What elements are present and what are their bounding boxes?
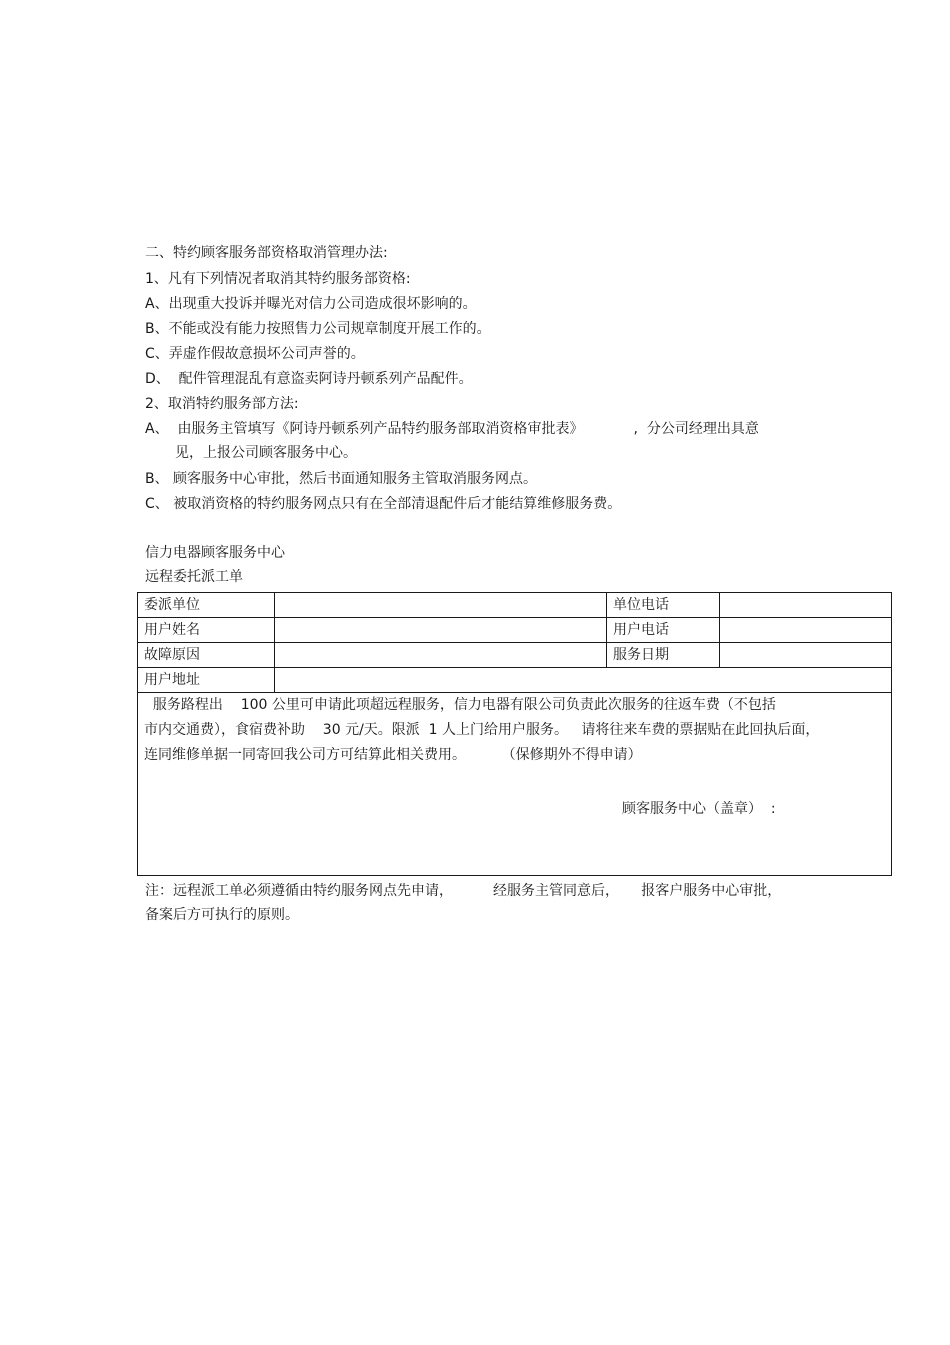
table-row — [138, 668, 892, 693]
method-c: C、 被取消资格的特约服务网点只有在全部清退配件后才能结算维修服务费。 — [145, 496, 622, 512]
table-row — [138, 593, 892, 618]
condition-c: C、弄虚作假故意损坏公司声誉的。 — [145, 346, 365, 362]
stamp-signature-line: 顾客服务中心（盖章） : — [622, 801, 776, 817]
condition-a: A、出现重大投诉并曝光对信力公司造成很坏影响的。 — [145, 296, 477, 312]
label-user-address: 用户地址 — [138, 668, 275, 693]
method-b: B、 顾客服务中心审批，然后书面通知服务主管取消服务网点。 — [145, 471, 538, 487]
form-body-text — [144, 693, 819, 768]
method-intro: 2、取消特约服务部方法: — [145, 396, 299, 412]
dispatch-form-table — [137, 592, 892, 876]
note-line1: 注：远程派工单必须遵循由特约服务网点先申请， 经服务主管同意后， 报客户服务中心审批， — [145, 883, 782, 899]
label-unit-phone: 单位电话 — [607, 593, 720, 618]
section-heading: 二、特约顾客服务部资格取消管理办法: — [145, 245, 388, 261]
note-line2: 备案后方可执行的原则。 — [145, 907, 299, 923]
table-row — [138, 693, 892, 876]
method-a-line1 — [145, 419, 759, 439]
condition-d: D、 配件管理混乱有意盗卖阿诗丹顿系列产品配件。 — [145, 371, 473, 387]
field-user-address[interactable] — [275, 668, 892, 693]
field-fault-cause[interactable] — [275, 643, 607, 668]
form-body-line3: 连同维修单据一同寄回我公司方可结算此相关费用。 （保修期外不得申请） — [144, 747, 642, 763]
form-body-line1: 服务路程出 100 公里可申请此项超远程服务，信力电器有限公司负责此次服务的往返车费（不包括 — [144, 697, 776, 713]
table-row — [138, 618, 892, 643]
label-fault-cause: 故障原因 — [138, 643, 275, 668]
field-dispatch-unit[interactable] — [275, 593, 607, 618]
table-row — [138, 643, 892, 668]
field-service-date[interactable] — [720, 643, 892, 668]
label-service-date: 服务日期 — [607, 643, 720, 668]
form-body-cell — [138, 693, 892, 876]
field-user-name[interactable] — [275, 618, 607, 643]
organization-name: 信力电器顾客服务中心 — [145, 545, 285, 561]
method-a-line2: 见，上报公司顾客服务中心。 — [175, 445, 357, 461]
label-user-name: 用户姓名 — [138, 618, 275, 643]
label-user-phone: 用户电话 — [607, 618, 720, 643]
method-a-text: A、 由服务主管填写《阿诗丹顿系列产品特约服务部取消资格审批表》 — [145, 421, 584, 437]
form-title: 远程委托派工单 — [145, 569, 243, 585]
label-dispatch-unit: 委派单位 — [138, 593, 275, 618]
condition-b: B、不能或没有能力按照售力公司规章制度开展工作的。 — [145, 321, 491, 337]
form-body-line2: 市内交通费），食宿费补助 30 元/天。限派 1 人上门给用户服务。 请将往来车费的票据贴在此回执后面， — [144, 722, 820, 738]
method-a-text-tail: , 分公司经理出具意 — [633, 421, 759, 437]
field-user-phone[interactable] — [720, 618, 892, 643]
condition-intro: 1、凡有下列情况者取消其特约服务部资格: — [145, 271, 411, 287]
field-unit-phone[interactable] — [720, 593, 892, 618]
